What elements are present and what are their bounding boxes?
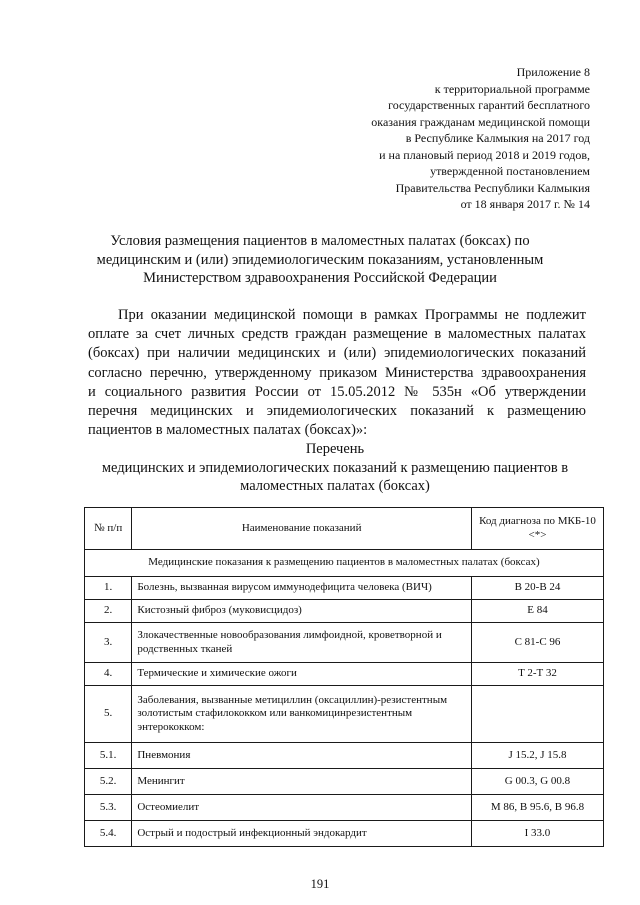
table-row (85, 686, 604, 743)
table-row (85, 623, 604, 663)
table-row (85, 821, 604, 847)
row-number: 3. (85, 623, 132, 663)
paragraph-line: При оказании медицинской помощи в рамках Программы не подлежит (118, 307, 586, 323)
row-code: E 84 (471, 600, 603, 623)
list-title (70, 440, 600, 496)
row-name: Болезнь, вызванная вирусом иммунодефицита человека (ВИЧ) (132, 577, 472, 600)
appendix-line: государственных гарантий бесплатного (388, 98, 590, 112)
row-code: C 81-C 96 (471, 623, 603, 663)
heading-line: медицинским и (или) эпидемиологическим показаниям, установленным (96, 251, 544, 268)
row-name: Острый и подострый инфекционный эндокардит (132, 821, 472, 847)
row-number: 5.3. (85, 795, 132, 821)
paragraph-line: перечня медицинских и эпидемиологических показаний к размещению (88, 403, 586, 420)
row-code: M 86, B 95.6, B 96.8 (471, 795, 603, 821)
section-title: Медицинские показания к размещению пациентов в маломестных палатах (боксах) (85, 550, 604, 577)
paragraph-line: (боксах) при наличии медицинских и (или) эпидемиологических показаний (88, 345, 586, 362)
document-heading (70, 232, 570, 288)
indications-table (84, 507, 604, 847)
paragraph-line: оплате за счет личных средств граждан размещение в маломестных палатах (88, 326, 586, 343)
row-name: Менингит (132, 769, 472, 795)
header-code-label: Код диагноза по МКБ-10 (479, 515, 596, 527)
row-number: 5. (85, 686, 132, 743)
paragraph-line: пациентов в маломестных палатах (боксах)»: (88, 422, 368, 439)
row-code: I 33.0 (471, 821, 603, 847)
header-number: № п/п (85, 508, 132, 550)
appendix-line: Приложение 8 (516, 65, 590, 79)
appendix-line: утвержденной постановлением (430, 164, 590, 178)
list-title-line: медицинских и эпидемиологических показаний к размещению пациентов в (101, 459, 569, 476)
row-number: 5.1. (85, 743, 132, 769)
list-title-line: маломестных палатах (боксах) (240, 478, 430, 494)
table-section-row (85, 550, 604, 577)
appendix-line: от 18 января 2017 г. № 14 (460, 197, 590, 211)
row-number: 2. (85, 600, 132, 623)
header-code (471, 508, 603, 550)
appendix-line: и на плановый период 2018 и 2019 годов, (379, 147, 590, 162)
table-row (85, 663, 604, 686)
body-paragraph (88, 306, 586, 440)
row-name: Пневмония (132, 743, 472, 769)
row-name: Злокачественные новообразования лимфоидной, кроветворной и родственных тканей (132, 623, 472, 663)
heading-line: Условия размещения пациентов в маломестных палатах (боксах) по (110, 233, 530, 249)
row-code (471, 686, 603, 743)
row-name: Заболевания, вызванные метициллин (оксациллин)-резистентным золотистым стафилококком или ванкомицинрезистентным энтерококком: (132, 686, 472, 743)
table-row (85, 600, 604, 623)
heading-line: Министерством здравоохранения Российской Федерации (143, 270, 497, 286)
paragraph-line: согласно перечню, утвержденному приказом Министерства здравоохранения (88, 364, 586, 381)
row-name: Кистозный фиброз (муковисцидоз) (132, 600, 472, 623)
table-row (85, 795, 604, 821)
appendix-line: оказания гражданам медицинской помощи (371, 114, 590, 129)
table-row (85, 769, 604, 795)
header-name: Наименование показаний (132, 508, 472, 550)
row-name: Остеомиелит (132, 795, 472, 821)
row-number: 4. (85, 663, 132, 686)
header-code-footnote: <*> (528, 528, 547, 541)
appendix-line: в Республике Калмыкия на 2017 год (405, 131, 590, 145)
paragraph-line: и социального развития России от 15.05.2012 № 535н «Об утверждении (88, 383, 586, 400)
row-code: G 00.3, G 00.8 (471, 769, 603, 795)
row-code: T 2-T 32 (471, 663, 603, 686)
row-number: 1. (85, 577, 132, 600)
row-name: Термические и химические ожоги (132, 663, 472, 686)
table-header-row (85, 508, 604, 550)
appendix-note (300, 64, 590, 213)
appendix-line: к территориальной программе (434, 81, 590, 96)
row-code: J 15.2, J 15.8 (471, 743, 603, 769)
table-row (85, 743, 604, 769)
appendix-line: Правительства Республики Калмыкия (395, 180, 590, 195)
row-number: 5.2. (85, 769, 132, 795)
list-title-line: Перечень (305, 441, 365, 457)
row-code: B 20-B 24 (471, 577, 603, 600)
row-number: 5.4. (85, 821, 132, 847)
page-number: 191 (310, 877, 330, 891)
table-row (85, 577, 604, 600)
